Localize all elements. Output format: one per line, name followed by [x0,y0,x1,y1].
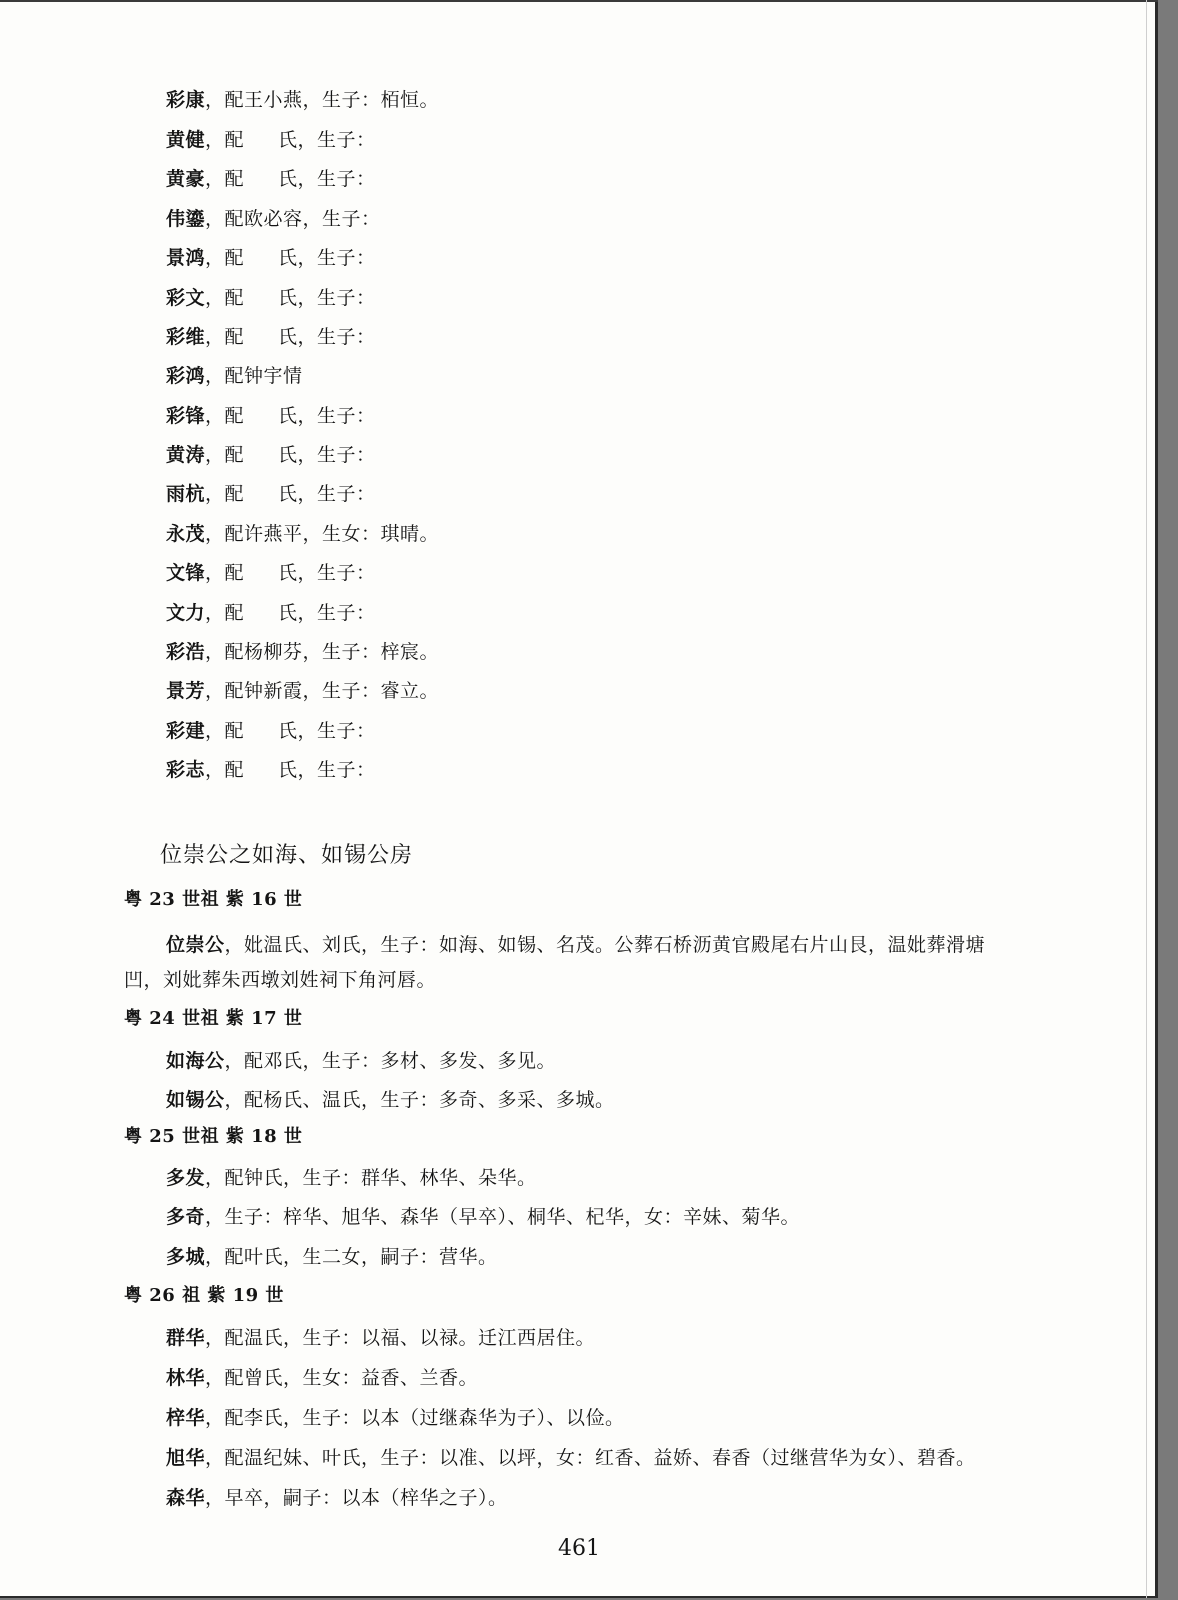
entry-text: ，配 [205,247,245,269]
scan-edge-top [0,0,1158,2]
entry-line [166,601,376,625]
entry-line [166,679,439,703]
entry-line [166,1245,498,1269]
entry-name: 多城 [166,1246,206,1268]
entry-text: 氏，生子： [278,129,376,151]
entry-text: ，配温氏，生子：以福、以禄。迁江西居住。 [205,1327,596,1349]
entry-line [166,1406,625,1430]
entry-text: 氏，生子： [278,405,376,427]
entry-name: 雨杭 [166,483,206,505]
scan-edge-right [1146,0,1147,1598]
entry-text: 氏，生子： [278,602,376,624]
entry-text: ，配 [205,168,245,190]
entry-line [166,933,985,957]
entry-line [166,719,376,743]
entry-text: 氏，生子： [278,759,376,781]
entry-text: 氏，生子： [278,247,376,269]
entry-text: ，配 [205,405,245,427]
entry-text: 氏，生子： [278,720,376,742]
entry-text: ，配欧必容，生子： [205,208,381,230]
entry-text: ，妣温氏、刘氏，生子：如海、如锡、名茂。公葬石桥沥黄官殿尾右片山艮，温妣葬滑塘 [224,934,986,956]
entry-line [166,1049,556,1073]
entry-line [166,1366,478,1390]
entry-text: ，配曾氏，生女：益香、兰香。 [205,1367,479,1389]
entry-name: 彩锋 [166,405,206,427]
entry-text: 氏，生子： [278,483,376,505]
entry-name: 景芳 [166,680,206,702]
entry-text: ，配 [205,720,245,742]
entry-text: ，配杨氏、温氏，生子：多奇、多采、多城。 [224,1089,615,1111]
entry-name: 彩建 [166,720,206,742]
entry-name: 景鸿 [166,247,206,269]
entry-name: 多奇 [166,1206,206,1228]
entry-text: ，配许燕平，生女：琪晴。 [205,523,440,545]
entry-line [166,286,376,310]
entry-name: 旭华 [166,1447,206,1469]
entry-text: ，配 [205,602,245,624]
entry-line [166,404,376,428]
entry-text: ，配 [205,562,245,584]
entry-name: 彩鸿 [166,365,206,387]
entry-line [166,640,439,664]
entry-name: 彩康 [166,89,206,111]
section-title: 位崇公之如海、如锡公房 [160,843,414,868]
entry-name: 林华 [166,1367,206,1389]
entry-text: 氏，生子： [278,326,376,348]
entry-line [166,167,376,191]
entry-name: 群华 [166,1327,206,1349]
generation-label: 粤 26 祖 紫 19 世 [124,1285,284,1306]
entry-text: 氏，生子： [278,562,376,584]
entry-line [166,1205,800,1229]
entry-name: 彩文 [166,287,206,309]
entry-name: 如海公 [166,1050,225,1072]
entry-text: 氏，生子： [278,287,376,309]
entry-line [166,561,376,585]
entry-name: 彩浩 [166,641,206,663]
entry-continuation: 凹，刘妣葬朱西墩刘姓祠下角河唇。 [124,969,437,991]
entry-line [166,88,439,112]
entry-name: 黄豪 [166,168,206,190]
entry-name: 文力 [166,602,206,624]
entry-line [166,246,376,270]
entry-text: ，配钟氏，生子：群华、林华、朵华。 [205,1167,537,1189]
entry-text: ，配叶氏，生二女，嗣子：营华。 [205,1246,498,1268]
entry-text: ，配邓氏，生子：多材、多发、多见。 [224,1050,557,1072]
entry-text: ，配 [205,759,245,781]
entry-line [166,1486,508,1510]
entry-name: 伟鎏 [166,208,206,230]
entry-text: 氏，生子： [278,168,376,190]
entry-text: 氏，生子： [278,444,376,466]
entry-text: ，配李氏，生子：以本（过继森华为子）、以俭。 [205,1407,625,1429]
entry-text: ，配 [205,444,245,466]
entry-text: ，配 [205,326,245,348]
entry-name: 黄涛 [166,444,206,466]
entry-text: ，配 [205,483,245,505]
entry-text: ，生子：梓华、旭华、森华（早卒）、桐华、杞华，女：辛妹、菊华。 [205,1206,801,1228]
entry-line [166,207,381,231]
entry-text: ，配杨柳芬，生子：梓宸。 [205,641,440,663]
entry-line [166,522,439,546]
generation-label: 粤 25 世祖 紫 18 世 [124,1126,303,1147]
entry-line [166,325,376,349]
entry-name: 黄健 [166,129,206,151]
generation-label: 粤 23 世祖 紫 16 世 [124,889,303,910]
entry-text: ，早卒，嗣子：以本（梓华之子）。 [205,1487,508,1509]
entry-line [166,1088,615,1112]
entry-name: 森华 [166,1487,206,1509]
entry-line [166,1326,595,1350]
entry-name: 彩维 [166,326,206,348]
entry-line [166,364,303,388]
entry-name: 永茂 [166,523,206,545]
entry-name: 梓华 [166,1407,206,1429]
entry-name: 位崇公 [166,934,225,956]
entry-text: ，配钟宇情 [205,365,303,387]
entry-text: ，配温纪妹、叶氏，生子：以准、以坪，女：红香、益娇、春香（过继营华为女）、碧香。 [205,1447,976,1469]
entry-line [166,128,376,152]
entry-line [166,1166,537,1190]
page-number: 461 [558,1536,600,1561]
entry-name: 彩志 [166,759,206,781]
entry-line [166,482,376,506]
entry-text: ，配钟新霞，生子：睿立。 [205,680,440,702]
entry-text: ，配王小燕，生子：栢恒。 [205,89,440,111]
entry-name: 文锋 [166,562,206,584]
entry-text: ，配 [205,129,245,151]
entry-text: ，配 [205,287,245,309]
entry-line [166,1446,976,1470]
entry-name: 如锡公 [166,1089,225,1111]
entry-name: 多发 [166,1167,206,1189]
entry-line [166,443,376,467]
entry-line [166,758,376,782]
generation-label: 粤 24 世祖 紫 17 世 [124,1008,303,1029]
